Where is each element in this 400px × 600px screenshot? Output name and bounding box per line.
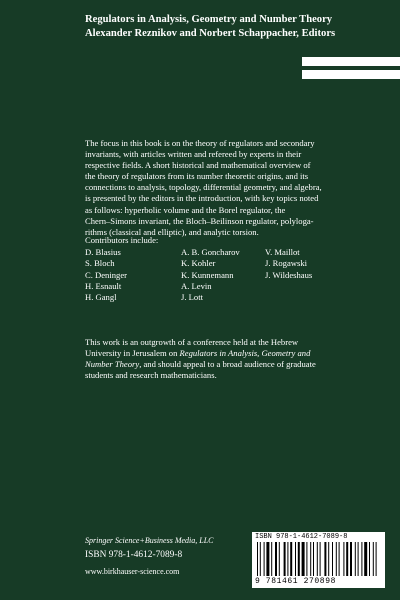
description-line: respective fields. A short historical and mathematical overview of — [85, 160, 311, 171]
conference-title: Regulators in Analysis, Geometry and — [179, 348, 311, 359]
contributors-column-1 — [85, 247, 181, 303]
contributor-name: K. Kohler — [181, 258, 216, 269]
conference-note-line: This work is an outgrowth of a conference held at the Hebrew — [85, 337, 299, 347]
description-line: invariants, with articles written and refereed by experts in their — [85, 149, 302, 160]
barcode-digits: 9 781461 270898 — [255, 577, 337, 586]
contributor-name: J. Rogawski — [265, 258, 308, 269]
contributor-name: V. Maillot — [265, 247, 300, 258]
decorative-band-bottom — [302, 70, 400, 79]
conference-note-text: , and should appeal to a broad audience of graduate — [139, 359, 316, 370]
barcode-panel — [252, 532, 385, 588]
conference-title: Number Theory — [85, 359, 140, 370]
contributor-name: A. B. Goncharov — [181, 247, 240, 258]
isbn-text: ISBN 978-1-4612-7089-8 — [85, 550, 183, 560]
decorative-band-top — [302, 57, 400, 66]
description — [85, 138, 385, 238]
publisher-name: Springer Science+Business Media, LLC — [85, 536, 214, 545]
contributor-name: C. Deninger — [85, 269, 128, 280]
contributor-name: H. Gangl — [85, 292, 117, 303]
book-editors: Alexander Reznikov and Norbert Schappacher, Editors — [85, 28, 336, 39]
contributors-grid — [85, 247, 385, 303]
contributors-column-2 — [181, 247, 265, 303]
description-line: rithms (classical and elliptic), and analytic torsion. — [85, 226, 259, 237]
contributor-name: K. Kunnemann — [181, 269, 234, 280]
publisher-url: www.birkhauser-science.com — [85, 567, 180, 576]
contributor-name: A. Levin — [181, 280, 212, 291]
description-line: as follows: hyperbolic volume and the Borel regulator, the — [85, 204, 286, 215]
contributor-name: S. Bloch — [85, 258, 115, 269]
contributor-name: J. Wildeshaus — [265, 269, 313, 280]
barcode-icon — [255, 542, 382, 578]
contributors-column-3 — [265, 247, 365, 303]
description-line: the theory of regulators from its number theoretic origins, and its — [85, 171, 309, 182]
contributors — [85, 235, 385, 303]
conference-note-line — [85, 348, 385, 359]
conference-note-line: students and research mathematicians. — [85, 370, 217, 381]
contributor-name: J. Lott — [181, 292, 203, 303]
header — [85, 13, 395, 41]
book-title: Regulators in Analysis, Geometry and Number Theory — [85, 14, 333, 25]
conference-note — [85, 337, 385, 381]
barcode-isbn: ISBN 978-1-4612-7089-8 — [255, 533, 348, 541]
description-line: Chern–Simons invariant, the Bloch–Beilinson regulator, polyloga- — [85, 215, 314, 226]
description-line: is presented by the editors in the introduction, with key topics noted — [85, 193, 319, 204]
contributors-label: Contributors include: — [85, 235, 159, 245]
description-line: connections to analysis, topology, differential geometry, and algebra, — [85, 182, 322, 193]
conference-note-text: University in Jerusalem on — [85, 348, 180, 359]
description-line: The focus in this book is on the theory of regulators and secondary — [85, 138, 315, 148]
contributor-name: D. Blasius — [85, 247, 121, 258]
conference-note-line — [85, 359, 385, 370]
contributor-name: H. Esnault — [85, 280, 122, 291]
